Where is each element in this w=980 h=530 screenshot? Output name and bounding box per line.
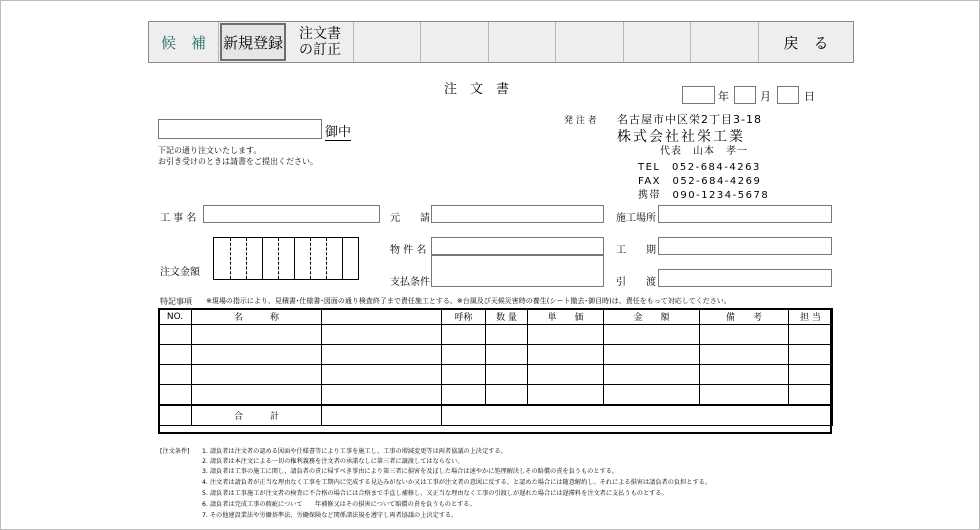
table-total-row [159,405,833,426]
digit-divider [246,238,247,279]
candidate-button[interactable]: 候 補 [149,22,219,62]
site-label: 施工場所 [616,213,656,224]
recipient-input[interactable] [158,119,322,139]
conditions-label: [注文条件] [160,448,190,455]
project-name-input[interactable] [203,205,380,223]
header-name: 名 称 [192,309,322,325]
fax-number: FAX 052-684-4269 [638,176,762,187]
toolbar-empty-slot-1[interactable] [354,22,421,62]
month-label: 月 [760,90,771,103]
header-person: 担 当 [789,309,833,325]
representative: 代表 山本 孝一 [660,146,748,157]
property-name-input[interactable] [431,237,604,255]
year-input[interactable] [682,86,715,104]
condition-item: 5. 請負者は工事施工が注文者の検査に不合格の場合には合格まで手直し補修し、又正当な理由なく工事の引渡しが遅れた場合には遅滞料を注文者に支払うものとする。 [202,490,668,497]
condition-item: 4. 注文者は請負者が正当な理由なく工事を工期内に完成する見込みがないか又は工事が注文者の意図に反する、と認めた場合には随意解約し、それによる損害は請負者の負担とする。 [202,479,712,486]
back-button[interactable]: 戻 る [783,33,829,52]
month-input[interactable] [734,86,756,104]
condition-item: 7. その他建設業法や労働基準法、労働保険など関係諸法規を遵守し両者協議の上決定する。 [202,512,458,519]
prime-contractor-label: 元 請 [390,213,430,224]
delivery-label: 引 渡 [616,277,656,288]
period-input[interactable] [658,237,832,255]
header-spec [322,309,442,325]
order-correction-line1: 注文書 [299,26,341,42]
condition-item: 6. 請負者は完成工事の瑕疵について 年補修又はその損害について賠償の責を負うものとする。 [202,501,476,508]
digit-divider [262,238,263,279]
toolbar-empty-slot-4[interactable] [556,22,624,62]
digit-divider [278,238,279,279]
payment-terms-label: 支払条件 [390,277,430,288]
new-register-button[interactable]: 新規登録 [220,23,286,61]
issuer-label: 発 注 者 [564,116,597,126]
project-name-label: 工 事 名 [160,213,197,224]
honorific-label: 御中 [325,121,351,141]
day-input[interactable] [777,86,799,104]
intro-line-1: 下記の通り注文いたします。 [158,146,262,155]
order-items-table [158,308,833,426]
header-quantity: 数 量 [486,309,528,325]
digit-divider [342,238,343,279]
table-header-row [159,309,833,325]
tel-number: TEL 052-684-4263 [638,162,761,173]
toolbar-empty-slot-6[interactable] [691,22,759,62]
digit-divider [326,238,327,279]
table-row[interactable] [159,385,833,406]
header-amount: 金 額 [604,309,700,325]
toolbar [148,21,854,63]
order-correction-line2: の訂正 [299,42,341,58]
notes-text: ※現場の指示により、見積書･仕様書･図面の通り検査終了まで責任施工とする。※台風及び天候災害時の養生(シート撤去･御目時)は、責任をもって対応してください。 [206,297,731,305]
notes-label: 特記事項 [160,297,192,306]
prime-contractor-input[interactable] [431,205,604,223]
delivery-input[interactable] [658,269,832,287]
header-remarks: 備 考 [700,309,789,325]
intro-line-2: お引き受けのときは請書をご提出ください。 [158,157,318,166]
property-name-label: 物 件 名 [390,245,427,256]
digit-divider [294,238,295,279]
total-label: 合 計 [192,405,322,426]
company-name: 株式会社社栄工業 [617,129,745,145]
condition-item: 1. 請負者は注文者の認める図面や仕様書等により工事を施工し、工事の増減変更等は両者協議の上決定する。 [202,448,507,455]
order-correction-button[interactable] [287,22,354,62]
header-no: NO. [159,309,192,325]
order-amount-label: 注文金額 [160,267,200,278]
table-row[interactable] [159,325,833,345]
condition-item: 2. 請負者は本注文による一切の権利義務を注文者の承諾なしに第三者に譲渡してはならない。 [202,458,464,465]
toolbar-empty-slot-3[interactable] [489,22,556,62]
digit-divider [230,238,231,279]
order-amount-digit-boxes[interactable] [213,237,359,280]
condition-item: 3. 請負者は工事の施工に関し、請負者の責に帰すべき事由により第三者に損害を及ぼした場合は速やかに処理解決しその賠償の責を負うものとする。 [202,468,619,475]
mobile-number: 携帯 090-1234-5678 [638,190,770,201]
digit-divider [310,238,311,279]
header-unit-price: 単 価 [528,309,604,325]
payment-terms-input[interactable] [431,255,604,287]
year-label: 年 [718,90,729,103]
site-input[interactable] [658,205,832,223]
toolbar-empty-slot-2[interactable] [421,22,489,62]
issuer-address: 名古屋市中区栄2丁目3-18 [617,113,762,126]
total-value [442,405,833,426]
period-label: 工 期 [616,245,656,256]
header-unit-name: 呼称 [442,309,486,325]
toolbar-empty-slot-5[interactable] [624,22,691,62]
table-row[interactable] [159,345,833,365]
table-row[interactable] [159,365,833,385]
document-title: 注 文 書 [444,82,510,97]
day-label: 日 [804,90,815,103]
